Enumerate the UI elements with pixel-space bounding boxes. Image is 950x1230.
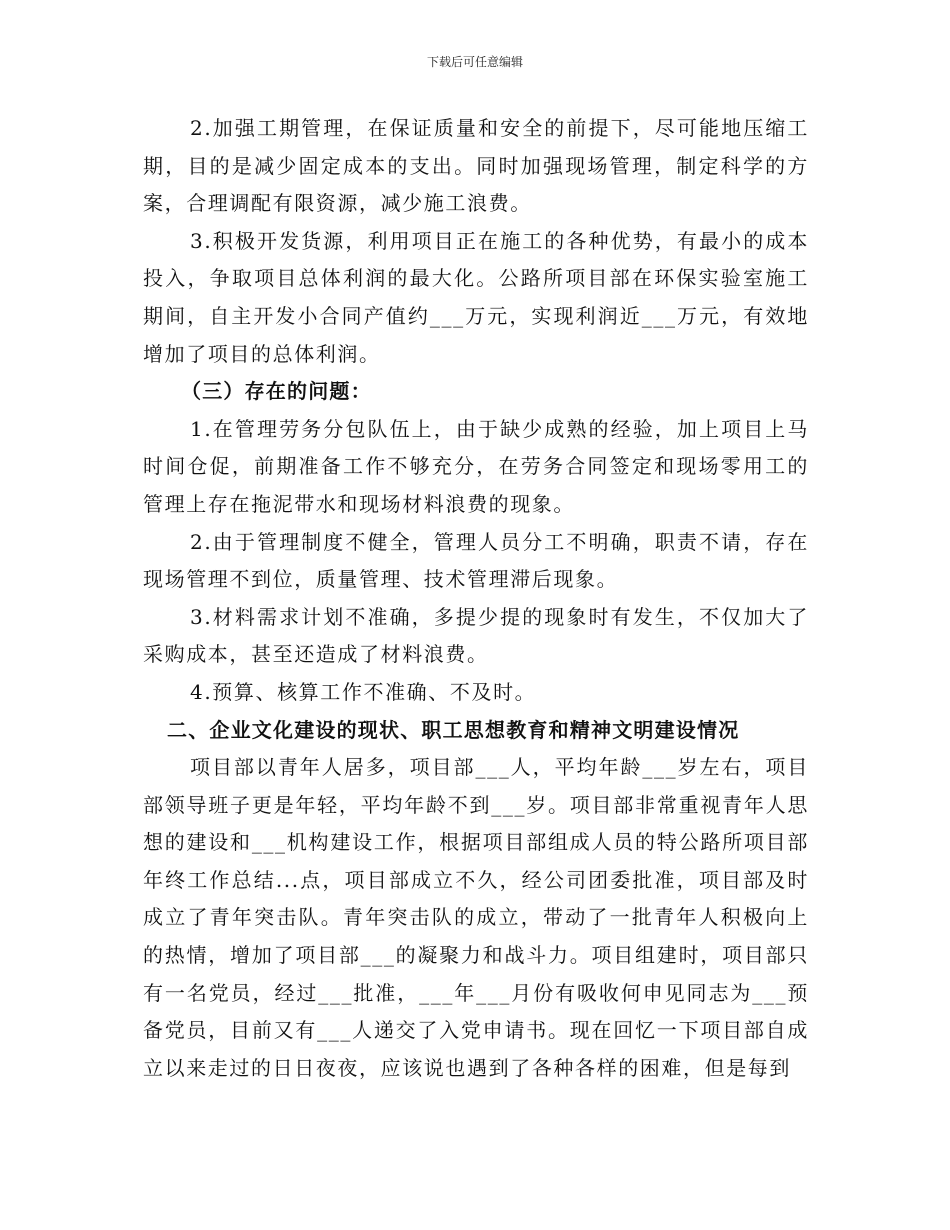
paragraph-problem-materials: 3.材料需求计划不准确，多提少提的现象时有发生，不仅加大了采购成本，甚至还造成了材料浪费。 xyxy=(143,604,809,667)
heading-section-culture: 二、企业文化建设的现状、职工思想教育和精神文明建设情况 xyxy=(167,717,740,742)
paragraph-resource-development: 3.积极开发货源，利用项目正在施工的各种优势，有最小的成本投入，争取项目总体利润的最大化。公路所项目部在环保实验室施工期间，自主开发小合同产值约___万元，实现利润近___万元，有效地增加了项目的总体利润。 xyxy=(143,228,809,366)
paragraph-problem-budget: 4.预算、核算工作不准确、不及时。 xyxy=(190,679,537,704)
paragraph-problem-management: 2.由于管理制度不健全，管理人员分工不明确，职责不请，存在现场管理不到位，质量管理、技术管理滞后现象。 xyxy=(143,529,809,592)
document-body xyxy=(143,110,809,1087)
heading-existing-problems: （三）存在的问题： xyxy=(181,379,372,404)
paragraph-problem-labor: 1.在管理劳务分包队伍上，由于缺少成熟的经验，加上项目上马时间仓促，前期准备工作不够充分，在劳务合同签定和现场零用工的管理上存在拖泥带水和现场材料浪费的现象。 xyxy=(143,416,809,516)
page-header-note: 下载后可任意编辑 xyxy=(426,55,523,69)
paragraph-youth-culture: 项目部以青年人居多，项目部___人，平均年龄___岁左右，项目部领导班子更是年轻，平均年龄不到___岁。项目部非常重视青年人思想的建设和___机构建设工作，根据项目部组成人员的特公路所项目部年终工作总结...点，项目部成立不久，经公司团委批准，项目部及时成立了青年突击队。青年突击队的成立，带动了一批青年人积极向上的热情，增加了项目部___的凝聚力和战斗力。项目组建时，项目部只有一名党员，经过___批准，___年___月份有吸收何申见同志为___预备党员，目前又有___人递交了入党申请书。现在回忆一下项目部自成立以来走过的日日夜夜，应该说也遇到了各种各样的困难，但是每到 xyxy=(143,755,809,1080)
paragraph-schedule-management: 2.加强工期管理，在保证质量和安全的前提下，尽可能地压缩工期，目的是减少固定成本的支出。同时加强现场管理，制定科学的方案，合理调配有限资源，减少施工浪费。 xyxy=(143,116,809,216)
